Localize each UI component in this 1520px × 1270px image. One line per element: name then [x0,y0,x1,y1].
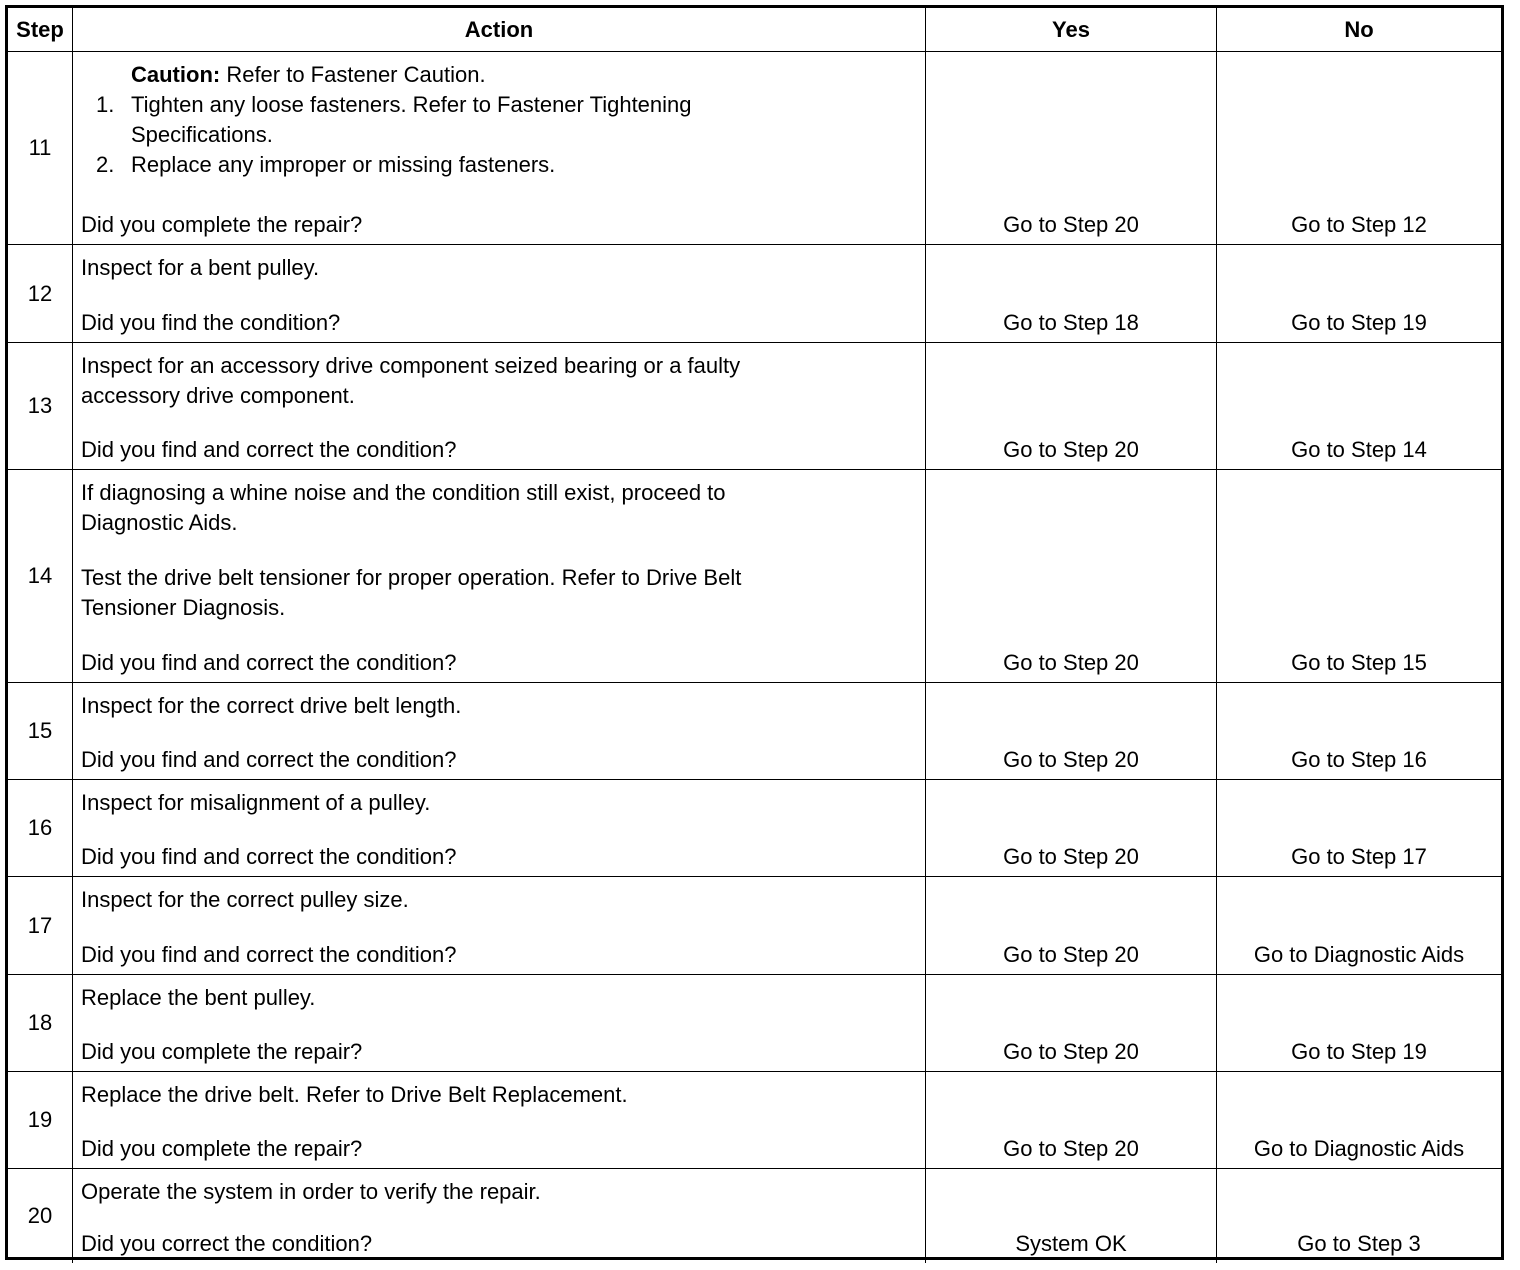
action-cell [73,470,926,682]
yes-result: Go to Step 20 [1003,747,1139,772]
no-cell [1217,470,1501,682]
action-text: Inspect for an accessory drive component seized bearing or a faulty accessory drive component. [81,353,741,408]
table-row [8,779,1501,876]
table-row [8,244,1501,342]
yes-cell [926,780,1217,876]
question-text: Did you correct the condition? [81,1231,373,1256]
step-number: 11 [8,52,73,244]
action-cell [73,1169,926,1263]
table-row [8,1071,1501,1168]
no-cell [1217,1072,1501,1168]
step-number: 18 [8,975,73,1071]
table-row [8,51,1501,244]
no-cell [1217,245,1501,342]
action-cell [73,343,926,469]
yes-result: Go to Step 20 [1003,1039,1139,1064]
yes-cell [926,343,1217,469]
action-cell [73,245,926,342]
action-text: Inspect for a bent pulley. [81,255,320,280]
diagnostic-table [5,5,1504,1260]
no-result: Go to Step 3 [1297,1231,1421,1256]
no-result: Go to Step 12 [1291,212,1427,237]
step-number: 12 [8,245,73,342]
yes-cell [926,52,1217,244]
yes-cell [926,1169,1217,1263]
caution-label: Caution: [131,62,221,87]
yes-result: Go to Step 20 [1003,1136,1139,1161]
yes-result: System OK [1015,1231,1127,1256]
action-text: Replace the bent pulley. [81,985,316,1010]
table-row [8,876,1501,974]
step-number: 15 [8,683,73,779]
caution-text: Refer to Fastener Caution. [220,62,486,87]
action-cell [73,683,926,779]
list-number: 1. [96,92,115,117]
step-number: 13 [8,343,73,469]
question-text: Did you find the condition? [81,310,341,335]
no-cell [1217,1169,1501,1263]
question-text: Did you complete the repair? [81,1136,363,1161]
header-no: No [1344,16,1374,42]
table-row [8,682,1501,779]
action-text: Operate the system in order to verify the repair. [81,1179,541,1204]
action-cell [73,780,926,876]
action-text: Inspect for the correct drive belt length. [81,693,462,718]
no-cell [1217,877,1501,974]
question-text: Did you complete the repair? [81,212,363,237]
list-item [81,90,925,150]
yes-result: Go to Step 20 [1003,844,1139,869]
no-result: Go to Diagnostic Aids [1253,942,1465,967]
header-step: Step [8,8,73,51]
header-row [8,8,1501,51]
step-number: 16 [8,780,73,876]
yes-result: Go to Step 20 [1003,437,1139,462]
step-number: 14 [8,470,73,682]
list-item [81,150,925,180]
yes-cell [926,683,1217,779]
yes-cell [926,877,1217,974]
list-text: Tighten any loose fasteners. Refer to Fastener Tightening Specifications. [131,92,692,147]
action-cell [73,975,926,1071]
yes-result: Go to Step 20 [1003,942,1139,967]
no-result: Go to Diagnostic Aids [1253,1136,1465,1161]
no-result: Go to Step 17 [1291,844,1427,869]
action-cell [73,52,926,244]
table-row [8,342,1501,469]
table-row [8,469,1501,682]
step-number: 20 [8,1169,73,1263]
no-result: Go to Step 14 [1291,437,1427,462]
no-cell [1217,52,1501,244]
table-row [8,1168,1501,1263]
no-cell [1217,780,1501,876]
no-result: Go to Step 19 [1291,310,1427,335]
yes-result: Go to Step 20 [1003,650,1139,675]
list-number: 2. [96,152,115,177]
no-result: Go to Step 15 [1291,650,1427,675]
list-text: Replace any improper or missing fasteners. [131,152,556,177]
question-text: Did you find and correct the condition? [81,942,457,967]
header-yes: Yes [926,8,1217,51]
question-text: Did you find and correct the condition? [81,437,457,462]
action-text: Test the drive belt tensioner for proper operation. Refer to Drive Belt Tensioner Diagnosis. [81,565,742,620]
action-text: Inspect for misalignment of a pulley. [81,790,431,815]
yes-cell [926,975,1217,1071]
action-cell [73,877,926,974]
no-result: Go to Step 19 [1291,1039,1427,1064]
paragraph-gap [81,538,925,563]
action-text: Inspect for the correct pulley size. [81,887,409,912]
action-cell [73,1072,926,1168]
step-number: 17 [8,877,73,974]
action-text: If diagnosing a whine noise and the condition still exist, proceed to Diagnostic Aids. [81,480,726,535]
caution-note [81,60,925,90]
action-text: Replace the drive belt. Refer to Drive Belt Replacement. [81,1082,628,1107]
no-cell [1217,343,1501,469]
header-action: Action [73,8,926,51]
question-text: Did you find and correct the condition? [81,650,457,675]
yes-cell [926,245,1217,342]
question-text: Did you find and correct the condition? [81,844,457,869]
no-result: Go to Step 16 [1291,747,1427,772]
yes-result: Go to Step 20 [1003,212,1139,237]
yes-result: Go to Step 18 [1003,310,1139,335]
yes-cell [926,470,1217,682]
question-text: Did you complete the repair? [81,1039,363,1064]
table-row [8,974,1501,1071]
no-cell [1217,975,1501,1071]
question-text: Did you find and correct the condition? [81,747,457,772]
no-cell [1217,683,1501,779]
yes-cell [926,1072,1217,1168]
step-number: 19 [8,1072,73,1168]
